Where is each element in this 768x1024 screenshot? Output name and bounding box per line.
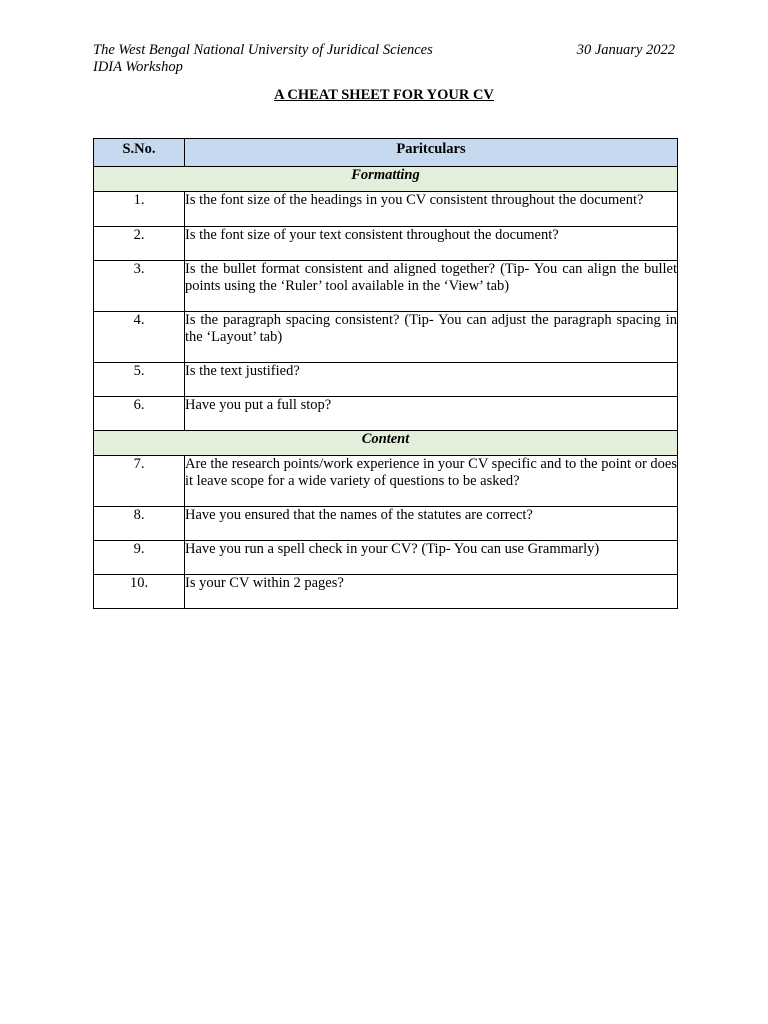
table-row xyxy=(94,192,678,227)
table-row xyxy=(94,541,678,575)
institution-name: The West Bengal National University of Juridical Sciences xyxy=(93,42,433,58)
cv-checklist-table xyxy=(93,138,678,609)
row-number: 1. xyxy=(94,192,185,227)
header-date: 30 January 2022 xyxy=(576,42,675,58)
row-number: 8. xyxy=(94,507,185,541)
section-row-formatting xyxy=(94,167,678,192)
row-number: 3. xyxy=(94,261,185,312)
section-title-formatting: Formatting xyxy=(94,167,678,192)
column-header-sno: S.No. xyxy=(94,139,185,167)
table-header-row xyxy=(94,139,678,167)
page-header xyxy=(93,42,675,76)
row-number: 6. xyxy=(94,397,185,431)
row-text: Have you ensured that the names of the statutes are correct? xyxy=(185,507,678,541)
row-number: 10. xyxy=(94,575,185,609)
row-text: Is the paragraph spacing consistent? (Tip- You can adjust the paragraph spacing in the ‘Layout’ tab) xyxy=(185,312,678,363)
row-number: 2. xyxy=(94,227,185,261)
section-row-content xyxy=(94,431,678,456)
table-row xyxy=(94,397,678,431)
row-text: Is the text justified? xyxy=(185,363,678,397)
row-text: Have you run a spell check in your CV? (Tip- You can use Grammarly) xyxy=(185,541,678,575)
section-title-content: Content xyxy=(94,431,678,456)
document-title: A CHEAT SHEET FOR YOUR CV xyxy=(274,87,494,103)
row-text: Have you put a full stop? xyxy=(185,397,678,431)
row-number: 5. xyxy=(94,363,185,397)
row-text: Is your CV within 2 pages? xyxy=(185,575,678,609)
column-header-particulars: Paritculars xyxy=(185,139,678,167)
row-number: 9. xyxy=(94,541,185,575)
table-row xyxy=(94,363,678,397)
row-text: Is the bullet format consistent and aligned together? (Tip- You can align the bullet points using the ‘Ruler’ tool available in the ‘View’ tab) xyxy=(185,261,678,312)
table-row xyxy=(94,227,678,261)
table-row xyxy=(94,575,678,609)
table-row xyxy=(94,312,678,363)
table-row xyxy=(94,261,678,312)
row-text: Is the font size of the headings in you CV consistent throughout the document? xyxy=(185,192,678,227)
row-number: 7. xyxy=(94,456,185,507)
table-row xyxy=(94,507,678,541)
row-text: Are the research points/work experience in your CV specific and to the point or does it leave scope for a wide variety of questions to be asked? xyxy=(185,456,678,507)
row-number: 4. xyxy=(94,312,185,363)
table-row xyxy=(94,456,678,507)
row-text: Is the font size of your text consistent throughout the document? xyxy=(185,227,678,261)
event-name: IDIA Workshop xyxy=(93,59,183,75)
